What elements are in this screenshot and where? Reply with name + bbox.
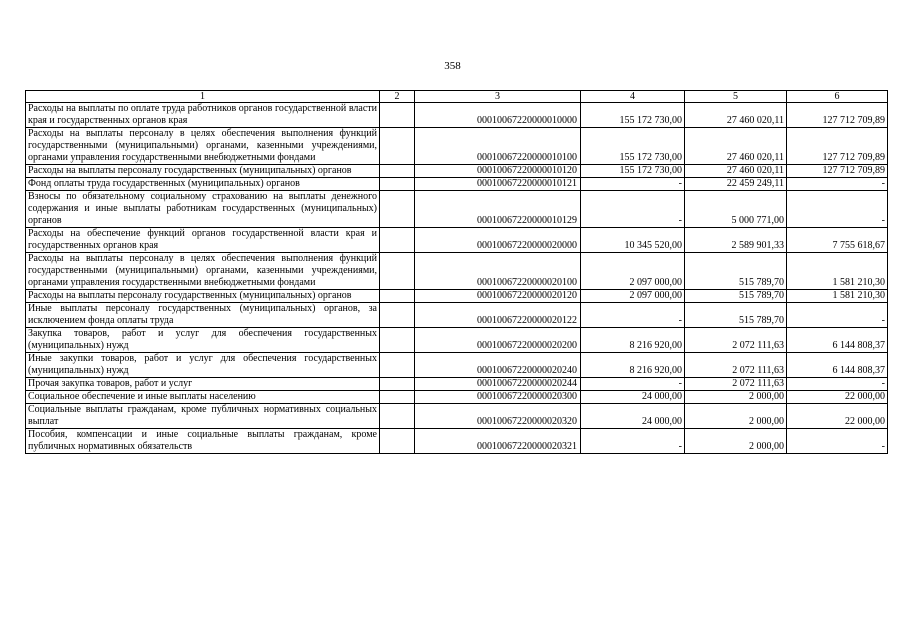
header-col-2: 2 <box>380 91 415 103</box>
header-col-5: 5 <box>685 91 787 103</box>
row-column-4: 24 000,00 <box>581 391 685 404</box>
row-description: Взносы по обязательному социальному страхованию на выплаты денежного содержания и иные выплаты работникам государственных (муниципальных) органов <box>26 191 380 228</box>
row-column-5: 2 072 111,63 <box>685 378 787 391</box>
row-column-6: - <box>787 429 888 454</box>
row-column-2 <box>380 378 415 391</box>
row-description: Прочая закупка товаров, работ и услуг <box>26 378 380 391</box>
row-column-6: 22 000,00 <box>787 391 888 404</box>
row-column-4: 8 216 920,00 <box>581 328 685 353</box>
budget-table <box>25 90 888 454</box>
table-row <box>26 429 888 454</box>
header-col-3: 3 <box>415 91 581 103</box>
row-budget-code: 00010067220000020321 <box>415 429 581 454</box>
row-description: Расходы на выплаты персоналу в целях обеспечения выполнения функций государственными (муниципальными) органами, казенными учреждениями, органами управления государственными внебюджетными фондами <box>26 253 380 290</box>
row-budget-code: 00010067220000010120 <box>415 165 581 178</box>
row-description: Расходы на обеспечение функций органов государственной власти края и государственных органов края <box>26 228 380 253</box>
table-row <box>26 328 888 353</box>
table-row <box>26 128 888 165</box>
row-column-4: - <box>581 378 685 391</box>
row-budget-code: 00010067220000020000 <box>415 228 581 253</box>
row-column-6: 22 000,00 <box>787 404 888 429</box>
row-column-5: 2 000,00 <box>685 391 787 404</box>
row-budget-code: 00010067220000020240 <box>415 353 581 378</box>
row-description: Иные выплаты персоналу государственных (муниципальных) органов, за исключением фонда оплаты труда <box>26 303 380 328</box>
table-row <box>26 228 888 253</box>
row-column-2 <box>380 178 415 191</box>
row-column-5: 2 072 111,63 <box>685 328 787 353</box>
row-budget-code: 00010067220000020100 <box>415 253 581 290</box>
row-column-6: 127 712 709,89 <box>787 165 888 178</box>
row-column-6: 6 144 808,37 <box>787 328 888 353</box>
header-col-4: 4 <box>581 91 685 103</box>
row-column-2 <box>380 253 415 290</box>
row-budget-code: 00010067220000020244 <box>415 378 581 391</box>
row-column-6: 127 712 709,89 <box>787 128 888 165</box>
row-budget-code: 00010067220000010129 <box>415 191 581 228</box>
row-column-4: 10 345 520,00 <box>581 228 685 253</box>
row-column-6: 1 581 210,30 <box>787 253 888 290</box>
row-description: Социальное обеспечение и иные выплаты населению <box>26 391 380 404</box>
header-row <box>26 91 888 103</box>
row-description: Пособия, компенсации и иные социальные выплаты гражданам, кроме публичных нормативных обязательств <box>26 429 380 454</box>
row-column-2 <box>380 353 415 378</box>
row-description: Расходы на выплаты по оплате труда работников органов государственной власти края и государственных органов края <box>26 103 380 128</box>
row-column-6: - <box>787 191 888 228</box>
row-column-2 <box>380 228 415 253</box>
row-column-2 <box>380 191 415 228</box>
row-column-2 <box>380 328 415 353</box>
row-column-4: - <box>581 303 685 328</box>
row-column-6: - <box>787 378 888 391</box>
row-budget-code: 00010067220000020120 <box>415 290 581 303</box>
row-budget-code: 00010067220000020200 <box>415 328 581 353</box>
row-column-4: - <box>581 429 685 454</box>
row-column-4: 2 097 000,00 <box>581 290 685 303</box>
row-column-2 <box>380 165 415 178</box>
row-budget-code: 00010067220000020122 <box>415 303 581 328</box>
table-row <box>26 404 888 429</box>
table-row <box>26 103 888 128</box>
row-column-5: 27 460 020,11 <box>685 103 787 128</box>
row-description: Закупка товаров, работ и услуг для обеспечения государственных (муниципальных) нужд <box>26 328 380 353</box>
row-column-5: 2 000,00 <box>685 429 787 454</box>
table-row <box>26 191 888 228</box>
table-row <box>26 253 888 290</box>
row-column-2 <box>380 429 415 454</box>
row-column-4: 155 172 730,00 <box>581 165 685 178</box>
row-description: Расходы на выплаты персоналу в целях обеспечения выполнения функций государственными (муниципальными) органами, казенными учреждениями, органами управления государственными внебюджетными фондами <box>26 128 380 165</box>
row-column-2 <box>380 103 415 128</box>
row-description: Иные закупки товаров, работ и услуг для обеспечения государственных (муниципальных) нужд <box>26 353 380 378</box>
table-row <box>26 378 888 391</box>
row-column-6: - <box>787 303 888 328</box>
row-column-5: 2 589 901,33 <box>685 228 787 253</box>
row-column-5: 27 460 020,11 <box>685 128 787 165</box>
row-column-4: 24 000,00 <box>581 404 685 429</box>
row-column-4: - <box>581 178 685 191</box>
row-budget-code: 00010067220000020300 <box>415 391 581 404</box>
row-description: Социальные выплаты гражданам, кроме публичных нормативных социальных выплат <box>26 404 380 429</box>
table-row <box>26 178 888 191</box>
row-budget-code: 00010067220000010100 <box>415 128 581 165</box>
row-description: Расходы на выплаты персоналу государственных (муниципальных) органов <box>26 290 380 303</box>
row-column-5: 515 789,70 <box>685 303 787 328</box>
row-column-6: - <box>787 178 888 191</box>
row-column-5: 22 459 249,11 <box>685 178 787 191</box>
row-column-2 <box>380 290 415 303</box>
row-column-2 <box>380 391 415 404</box>
row-description: Расходы на выплаты персоналу государственных (муниципальных) органов <box>26 165 380 178</box>
row-column-5: 27 460 020,11 <box>685 165 787 178</box>
row-column-4: 155 172 730,00 <box>581 103 685 128</box>
row-column-5: 2 000,00 <box>685 404 787 429</box>
header-col-1: 1 <box>26 91 380 103</box>
row-budget-code: 00010067220000020320 <box>415 404 581 429</box>
table-row <box>26 303 888 328</box>
row-column-6: 7 755 618,67 <box>787 228 888 253</box>
header-col-6: 6 <box>787 91 888 103</box>
row-description: Фонд оплаты труда государственных (муниципальных) органов <box>26 178 380 191</box>
page-number: 358 <box>444 60 461 72</box>
row-column-5: 515 789,70 <box>685 253 787 290</box>
row-column-5: 2 072 111,63 <box>685 353 787 378</box>
row-column-4: 8 216 920,00 <box>581 353 685 378</box>
table-row <box>26 290 888 303</box>
row-column-6: 6 144 808,37 <box>787 353 888 378</box>
table-row <box>26 353 888 378</box>
table-row <box>26 391 888 404</box>
row-column-4: 155 172 730,00 <box>581 128 685 165</box>
row-column-2 <box>380 128 415 165</box>
row-column-4: 2 097 000,00 <box>581 253 685 290</box>
table-body <box>26 91 888 454</box>
row-budget-code: 00010067220000010000 <box>415 103 581 128</box>
row-column-2 <box>380 404 415 429</box>
row-column-6: 1 581 210,30 <box>787 290 888 303</box>
table-row <box>26 165 888 178</box>
row-column-5: 5 000 771,00 <box>685 191 787 228</box>
row-column-5: 515 789,70 <box>685 290 787 303</box>
row-column-2 <box>380 303 415 328</box>
row-budget-code: 00010067220000010121 <box>415 178 581 191</box>
row-column-6: 127 712 709,89 <box>787 103 888 128</box>
row-column-4: - <box>581 191 685 228</box>
